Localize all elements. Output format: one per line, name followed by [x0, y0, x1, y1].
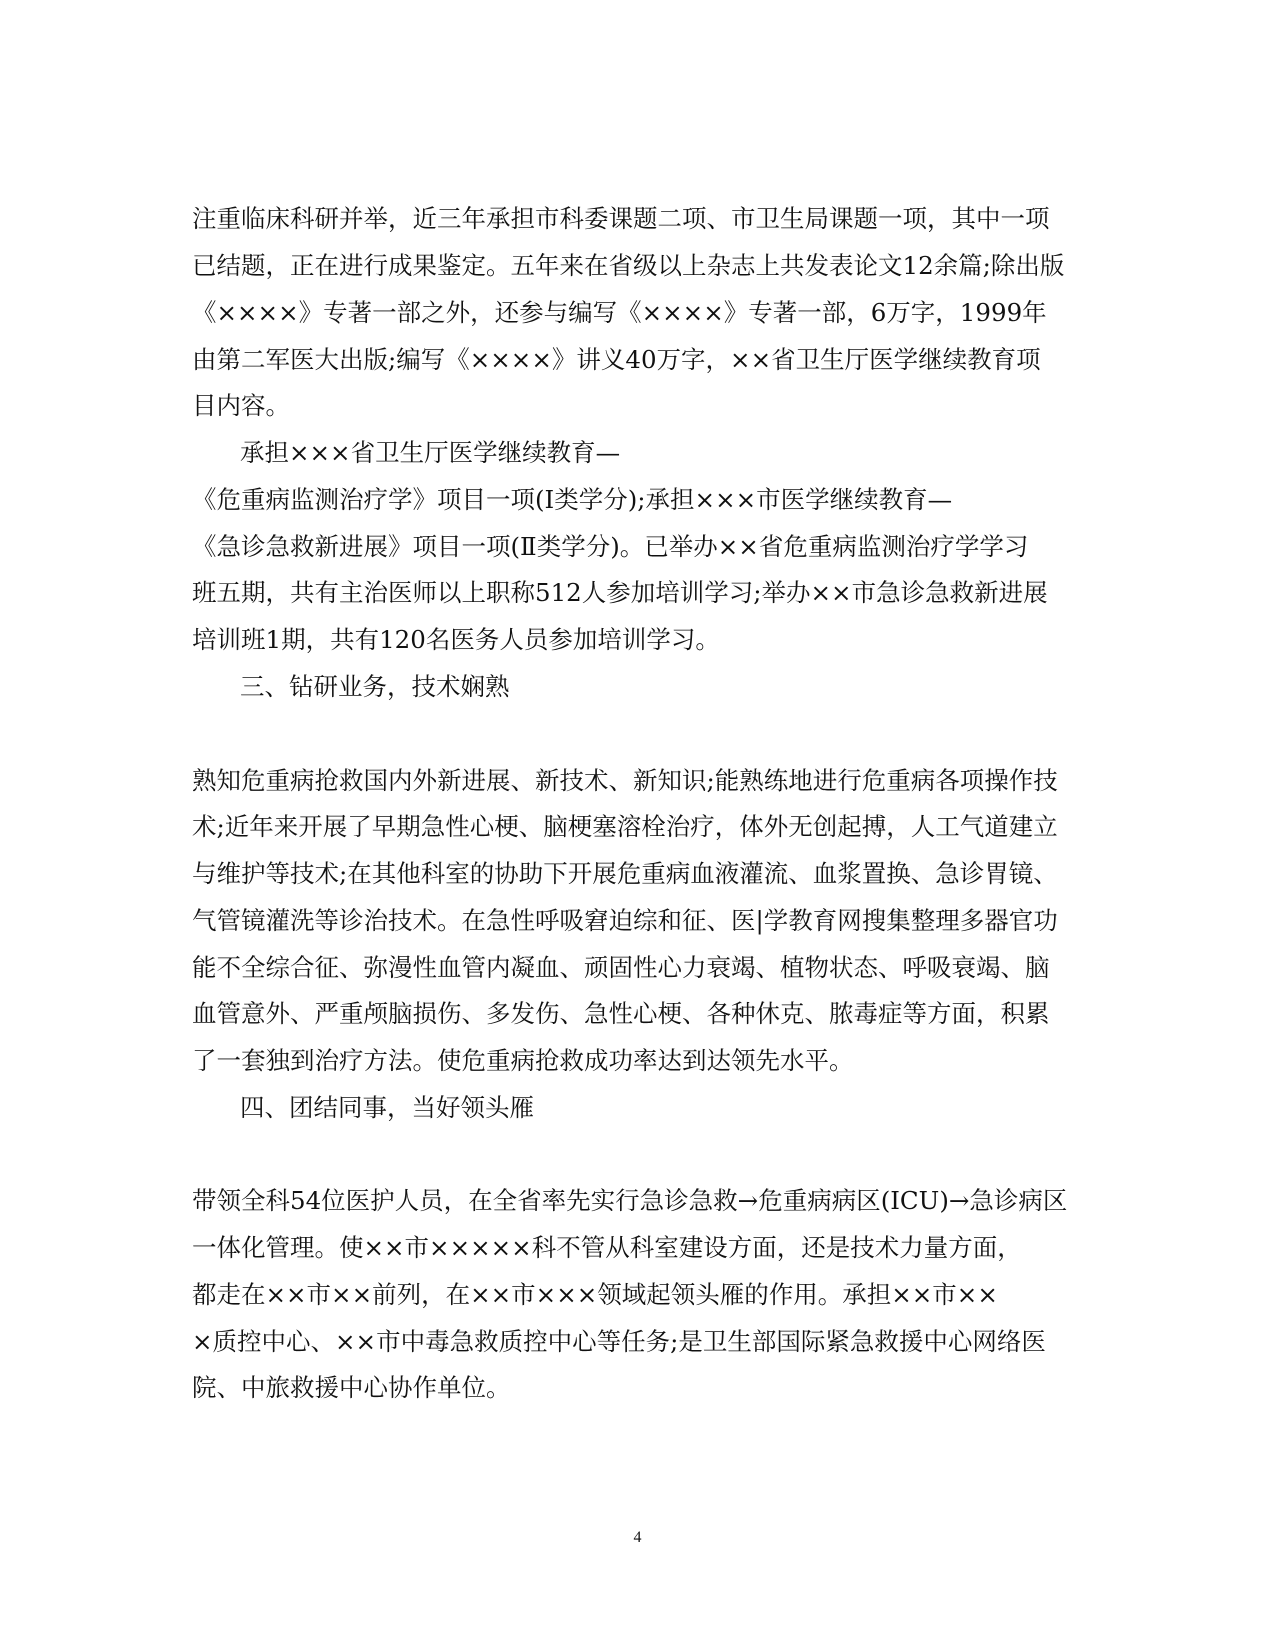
text-line: 注重临床科研并举，近三年承担市科委课题二项、市卫生局课题一项，其中一项 [192, 204, 1050, 233]
text-line: 已结题，正在进行成果鉴定。五年来在省级以上杂志上共发表论文12余篇;除出版 [192, 251, 1065, 280]
text-line: 气管镜灌洗等诊治技术。在急性呼吸窘迫综和征、医|学教育网搜集整理多器官功 [192, 906, 1058, 935]
text-line: 目内容。 [192, 391, 290, 420]
text-line: 能不全综合征、弥漫性血管内凝血、顽固性心力衰竭、植物状态、呼吸衰竭、脑 [192, 953, 1050, 982]
text-line: 《危重病监测治疗学》项目一项(Ⅰ类学分);承担×××市医学继续教育— [192, 485, 953, 514]
text-line: 熟知危重病抢救国内外新进展、新技术、新知识;能熟练地进行危重病各项操作技 [192, 766, 1058, 795]
text-line: 与维护等技术;在其他科室的协助下开展危重病血液灌流、血浆置换、急诊胃镜、 [192, 859, 1058, 888]
text-line: 培训班1期，共有120名医务人员参加培训学习。 [192, 625, 720, 654]
text-line: 院、中旅救援中心协作单位。 [192, 1373, 511, 1402]
text-line: 《急诊急救新进展》项目一项(Ⅱ类学分)。已举办××省危重病监测治疗学学习 [192, 532, 1029, 561]
text-line: 了一套独到治疗方法。使危重病抢救成功率达到达领先水平。 [192, 1046, 854, 1075]
page-number: 4 [633, 1529, 642, 1546]
text-line: 班五期，共有主治医师以上职称512人参加培训学习;举办××市急诊急救新进展 [192, 578, 1048, 607]
text-line: 都走在××市××前列，在××市×××领域起领头雁的作用。承担××市×× [192, 1280, 998, 1309]
text-line: 带领全科54位医护人员，在全省率先实行急诊急救→危重病病区(ICU)→急诊病区 [192, 1186, 1068, 1215]
text-line: 一体化管理。使××市×××××科不管从科室建设方面，还是技术力量方面， [192, 1233, 1022, 1262]
section-heading: 四、团结同事，当好领头雁 [240, 1093, 534, 1122]
text-line: 由第二军医大出版;编写《××××》讲义40万字，××省卫生厅医学继续教育项 [192, 345, 1041, 374]
text-line: 术;近年来开展了早期急性心梗、脑梗塞溶栓治疗，体外无创起搏，人工气道建立 [192, 812, 1058, 841]
text-line: 《××××》专著一部之外，还参与编写《××××》专著一部，6万字，1999年 [192, 298, 1047, 327]
section-heading: 三、钻研业务，技术娴熟 [240, 672, 510, 701]
text-line: 承担×××省卫生厅医学继续教育— [240, 438, 621, 467]
text-line: 血管意外、严重颅脑损伤、多发伤、急性心梗、各种休克、脓毒症等方面，积累 [192, 999, 1050, 1028]
text-line: ×质控中心、××市中毒急救质控中心等任务;是卫生部国际紧急救援中心网络医 [192, 1327, 1046, 1356]
